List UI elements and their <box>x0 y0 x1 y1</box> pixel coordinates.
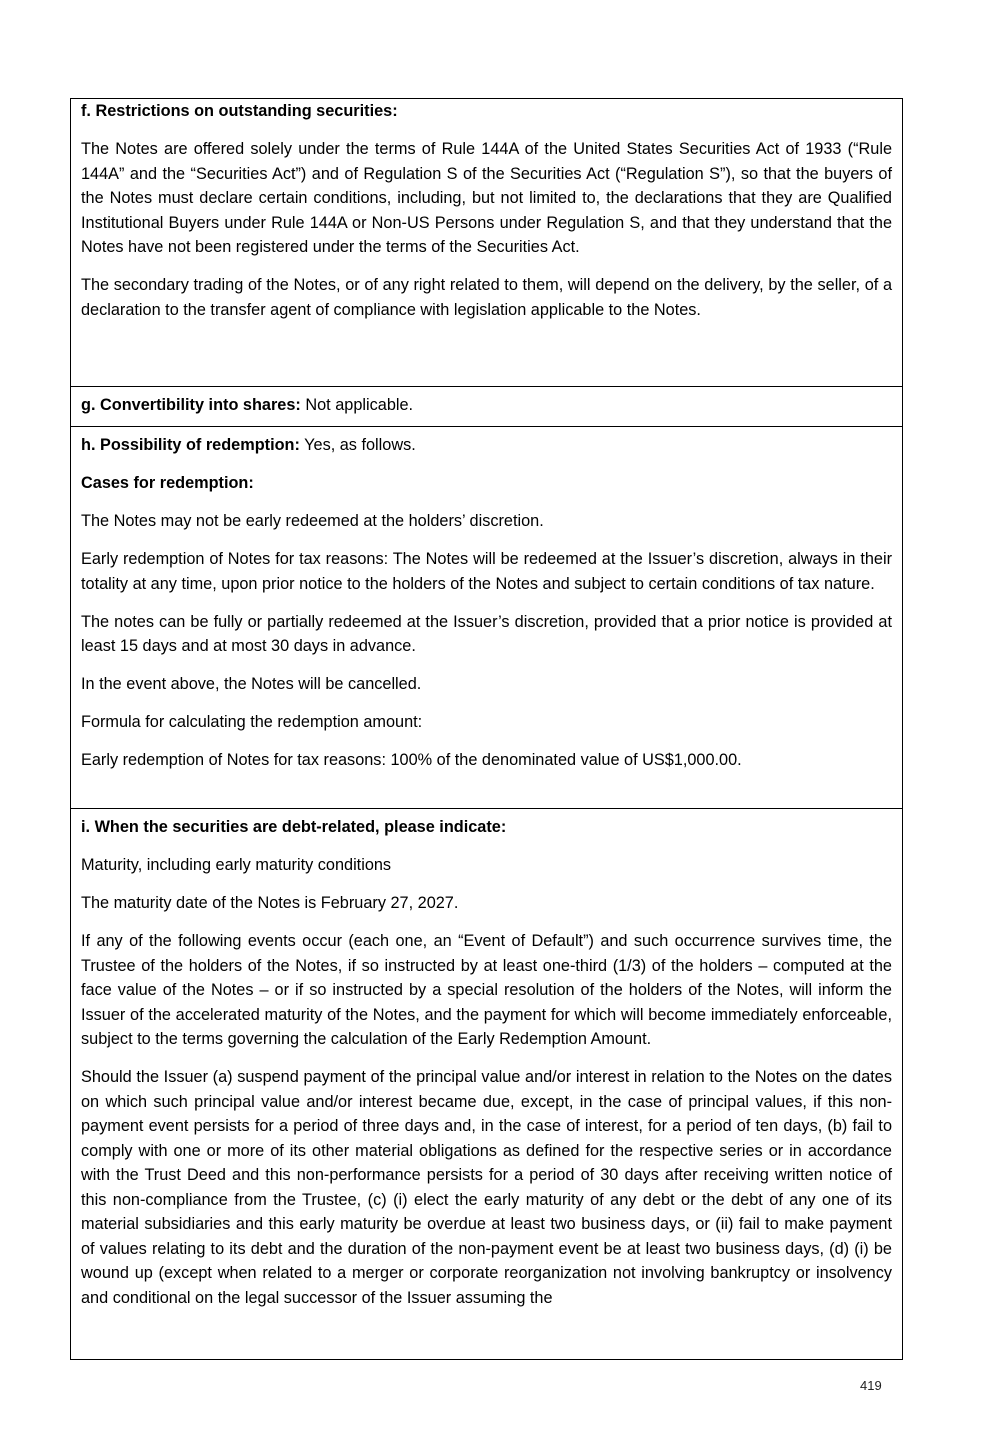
section-f-heading: f. Restrictions on outstanding securities: <box>81 102 398 120</box>
section-i-paragraph: Should the Issuer (a) suspend payment of the principal value and/or interest in relation to the Notes on the dates on which such principal value and/or interest became due, except, in the case of principal values, if this non-payment event persists for a period of three days and, in the case of interest, for a period of ten days, (b) fail to comply with one or more of its other material obligations as defined for the respective series or in accordance with the Trust Deed and this non-performance persists for a period of 30 days after receiving written notice of this non-compliance from the Trustee, (c) (i) elect the early maturity of any debt or the debt of any one of its material subsidiaries and this early maturity be overdue at least two business days, or (ii) fail to make payment of values relating to its debt and the duration of the non-payment event be at least two business days, (d) (i) be wound up (except when related to a merger or corporate reorganization not involving bankruptcy or insolvency and conditional on the legal successor of the Issuer assuming the <box>81 1068 892 1307</box>
section-f-paragraph: The secondary trading of the Notes, or of any right related to them, will depend on the delivery, by the seller, of a declaration to the transfer agent of compliance with legislation applicable to the Notes. <box>81 276 892 319</box>
section-h-paragraph: Early redemption of Notes for tax reasons: The Notes will be redeemed at the Issuer’s discretion, always in their totality at any time, upon prior notice to the holders of the Notes and subject to certain conditions of tax nature. <box>81 550 892 593</box>
section-h-paragraph: In the event above, the Notes will be cancelled. <box>81 675 422 693</box>
section-g-line <box>81 393 892 418</box>
section-h-subheading: Cases for redemption: <box>81 474 254 492</box>
section-h-heading: h. Possibility of redemption: <box>81 436 300 454</box>
section-i-paragraph: If any of the following events occur (each one, an “Event of Default”) and such occurrence survives time, the Trustee of the holders of the Notes, if so instructed by at least one-third (1/3) of the holders – computed at the face value of the Notes – or if so instructed by a special resolution of the holders of the Notes, will inform the Issuer of the accelerated maturity of the Notes, and the payment for which will become immediately enforceable, subject to the terms governing the calculation of the Early Redemption Amount. <box>81 932 892 1048</box>
section-h-cell <box>71 427 902 809</box>
section-h-paragraph: Formula for calculating the redemption amount: <box>81 713 423 731</box>
section-f-paragraph: The Notes are offered solely under the terms of Rule 144A of the United States Securities Act of 1933 (“Rule 144A” and the “Securities Act”) and of Regulation S of the Securities Act (“Regulation S”), so that the buyers of the Notes must declare certain conditions, including, but not limited to, the declarations that they are Qualified Institutional Buyers under Rule 144A or Non-US Persons under Regulation S, and that they understand that the Notes have not been registered under the terms of the Securities Act. <box>81 140 892 256</box>
section-h-paragraph: The Notes may not be early redeemed at the holders’ discretion. <box>81 512 544 530</box>
section-h-line <box>81 433 892 458</box>
section-h-value: Yes, as follows. <box>299 436 416 454</box>
section-h-paragraph: The notes can be fully or partially redeemed at the Issuer’s discretion, provided that a prior notice is provided at least 15 days and at most 30 days in advance. <box>81 612 892 655</box>
section-i-paragraph: The maturity date of the Notes is February 27, 2027. <box>81 894 459 912</box>
section-g-value: Not applicable. <box>300 396 414 414</box>
section-g-cell <box>71 387 902 427</box>
section-i-paragraph: Maturity, including early maturity conditions <box>81 856 392 874</box>
section-g-heading: g. Convertibility into shares: <box>81 396 301 414</box>
section-i-heading: i. When the securities are debt-related, please indicate: <box>81 818 507 836</box>
page-number: 419 <box>860 1378 882 1393</box>
section-i-cell <box>71 809 902 1310</box>
section-h-paragraph: Early redemption of Notes for tax reasons: 100% of the denominated value of US$1,000.00. <box>81 751 742 769</box>
section-f-cell <box>71 99 902 387</box>
document-table <box>70 98 903 1360</box>
